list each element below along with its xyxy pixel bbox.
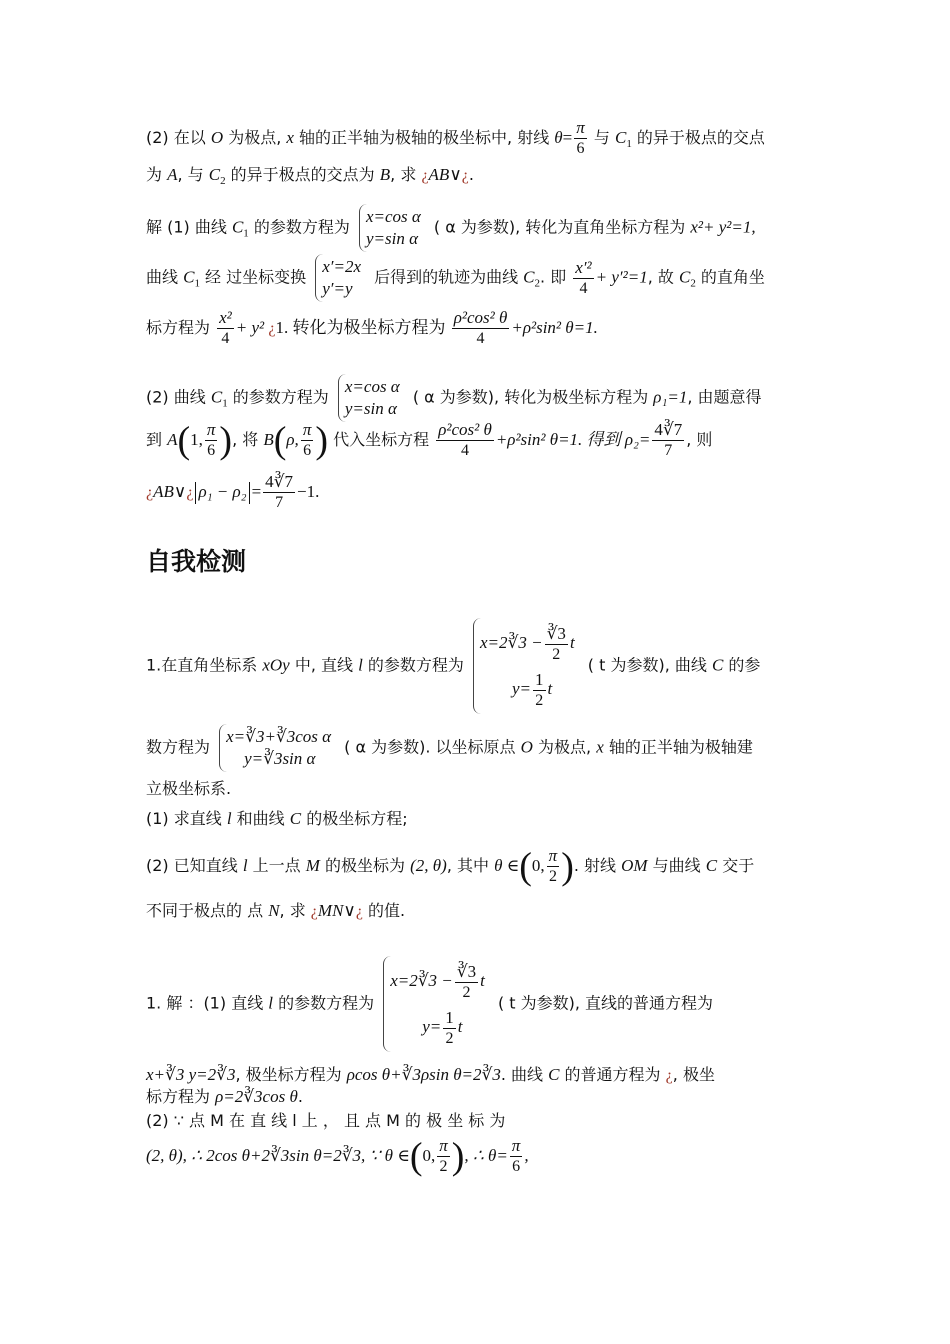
section-heading-self-test: 自我检测 [146, 547, 247, 576]
question-2-line-1: (2) 在以 O 为极点, x 轴的正半轴为极轴的极坐标中, 射线 θ= $\frac{\pi}{6}$ 与 $C_1$ 的异于极点的交点 [146, 118, 765, 157]
fraction-4cbrt7-7: $\frac{4∛7}{7}$ [654, 420, 683, 459]
question-2-line-2: 为 A, 与 $C_2$ 的异于极点的交点为 B, 求 ¿AB∨¿. [146, 165, 474, 187]
solution-2-line-1: (2) 曲线 $C_1$ 的参数方程为 x=cos α y=sin α ( α 为参数), 转化为极坐标方程为 ρ₁=1, 由题意得 [146, 374, 762, 422]
solution-1-line-2: 曲线 $C_1$ 经 过坐标变换 x′=2x y′=y 后得到的轨迹为曲线 $C_2$. 即 $\frac{\text{x′²}}{4}$ + y′²=1, 故 $C_2$ 的直角坐 [146, 254, 765, 302]
answer-1-line-2: x+∛3 y=2∛3, 极坐标方程为 ρcos θ+∛3ρsin θ=2∛3. 曲线 C 的普通方程为 ¿, 极坐 [146, 1065, 715, 1084]
answer-1-line-5: (2, θ), ∴ 2cos θ+2∛3sin θ=2∛3, ∵ θ ∈(0, $\frac{\pi}{2}$ ), ∴ θ= $\frac{\pi}{6}$ , [146, 1135, 529, 1178]
solution-2-line-2: 到 A(1, $\frac{\pi}{6}$ ), 将 B(ρ, $\frac{\pi}{6}$ ) 代入坐标方程 $\frac{\text{ρ²cos² θ}}{4}$ +ρ²sin² θ=1. 得到 ρ₂= $\frac{4∛7}{7}$ , 则 [146, 419, 713, 462]
problem-1-q2-line-1: (2) 已知直线 l 上一点 M 的极坐标为 (2, θ), 其中 θ ∈(0, $\frac{\pi}{2}$ ). 射线 OM 与曲线 C 交于 [146, 845, 755, 888]
problem-1-line-1: 1.在直角坐标系 xOy 中, 直线 l 的参数方程为 x=2∛3 − $\frac{∛3}{2}$ t y= $\frac{1}{2}$ t ( t 为参数), 曲线 C 的参 [146, 618, 760, 714]
parametric-system-line-l: x=2∛3 − $\frac{∛3}{2}$ t y= $\frac{1}{2}$ t [473, 618, 579, 714]
problem-1-line-3: 立极坐标系. [146, 779, 232, 798]
answer-1-line-1: 1. 解 ：(1) 直线 l 的参数方程为 x=2∛3 − $\frac{∛3}{2}$ t y= $\frac{1}{2}$ t ( t 为参数), 直线的普通方程为 [146, 956, 713, 1052]
answer-1-line-4: (2) ∵ 点 M 在 直 线 l 上 ， 且 点 M 的 极 坐 标 为 [146, 1111, 506, 1130]
solution-2-line-3: ¿AB∨¿ ρ₁ − ρ₂ = $\frac{4∛7}{7}$ −1. [146, 472, 320, 511]
problem-1-q1: (1) 求直线 l 和曲线 C 的极坐标方程; [146, 809, 408, 828]
parametric-system-c1: x=cos α y=sin α [359, 204, 425, 252]
fraction-rho-cos: $\frac{\text{ρ²cos² θ}}{4}$ [453, 308, 508, 347]
parametric-system-c1-b: x=cos α y=sin α [338, 374, 404, 422]
solution-1-line-1: 解 (1) 曲线 $C_1$ 的参数方程为 x=cos α y=sin α ( α 为参数), 转化为直角坐标方程为 x²+ y²=1, [146, 204, 756, 252]
transform-system: x′=2x y′=y [315, 254, 365, 302]
parametric-system-line-l-b: x=2∛3 − $\frac{∛3}{2}$ t y= $\frac{1}{2}$ t [383, 956, 489, 1052]
fraction-pi-6: $\frac{\pi}{6}$ [576, 118, 585, 157]
answer-1-line-3: 标方程为 ρ=2∛3cos θ. [146, 1087, 303, 1106]
fraction-xp2-4: $\frac{\text{x′²}}{4}$ [575, 257, 592, 297]
solution-1-line-3: 标方程为 $\frac{\text{x²}}{4}$ + y² ¿1. 转化为极坐标方程为 $\frac{\text{ρ²cos² θ}}{4}$ +ρ²sin² θ=1. [146, 308, 598, 347]
problem-1-line-2: 数方程为 x=∛3+∛3cos α y=∛3sin α ( α 为参数). 以坐标原点 O 为极点, x 轴的正半轴为极轴建 [146, 724, 753, 772]
parametric-system-curve-c: x=∛3+∛3cos α y=∛3sin α [219, 724, 335, 772]
fraction-x2-4: $\frac{\text{x²}}{4}$ [219, 308, 232, 347]
problem-1-q2-line-2: 不同于极点的 点 N, 求 ¿MN∨¿ 的值. [146, 901, 406, 920]
